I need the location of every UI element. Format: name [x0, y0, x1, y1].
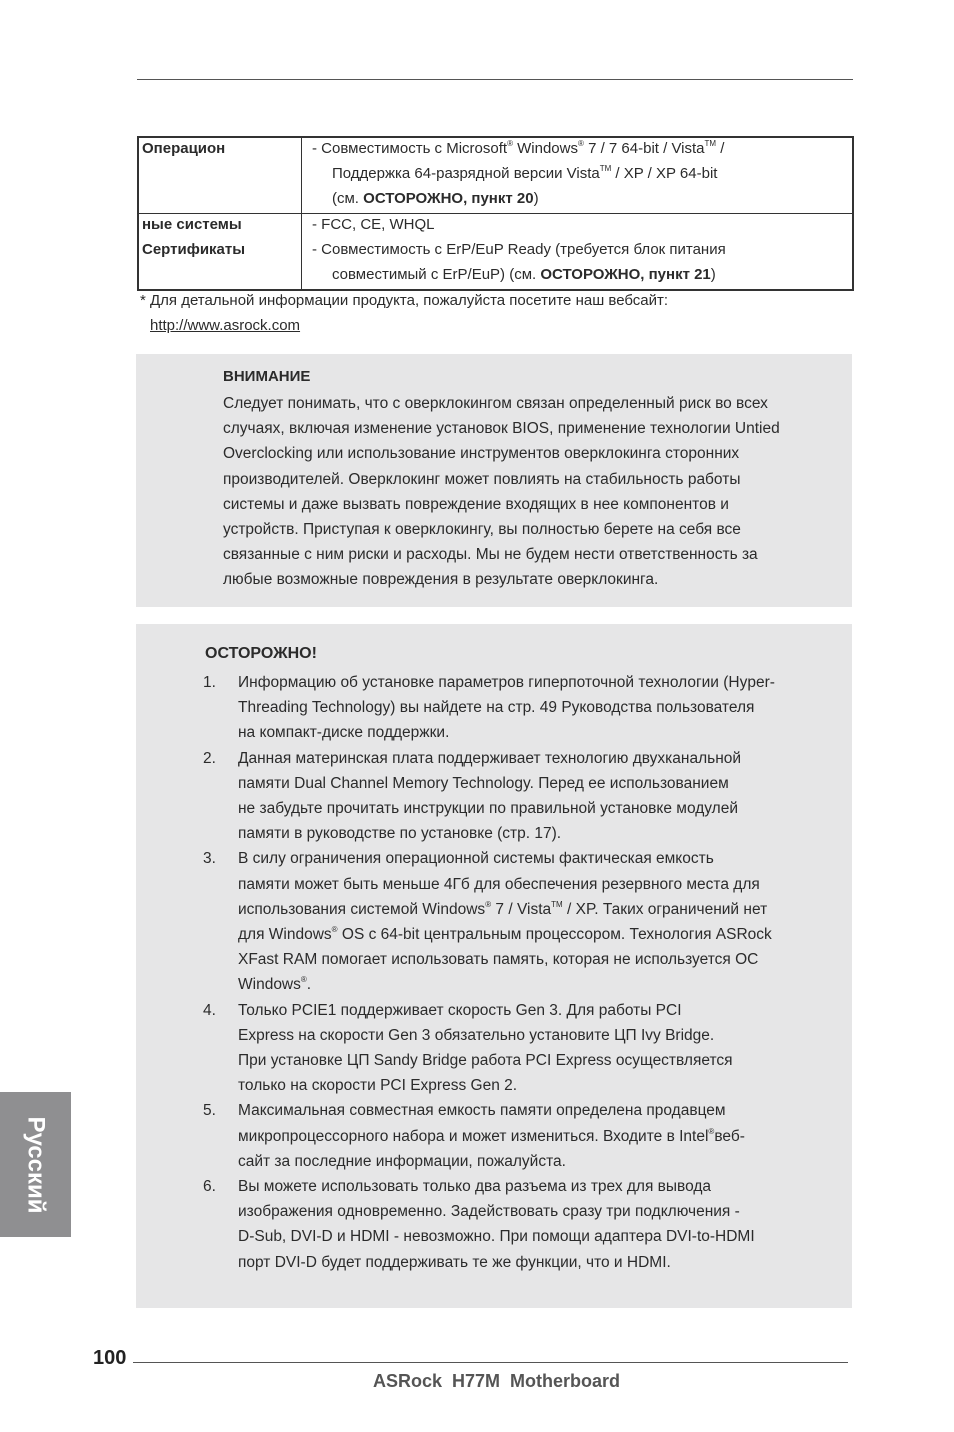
notice-line: любые возможные повреждения в результате оверклокинга. — [223, 571, 659, 589]
notice-line: случаях, включая изменение установок BIOS, применение технологии Untied — [223, 420, 780, 438]
caution-item-3: 3. В силу ограничения операционной системы фактическая емкость памяти может быть меньше 4Гб для обеспечения резервного места для использования системой Windows® 7 / Vista™ / XP. Таких ограничений нет для Windows® OS с 64-bit центральным процессором. Технология ASRock XFast RAM помогает использовать память, которая не используется ОС Windows®. — [203, 846, 828, 997]
spec-line: - FCC, CE, WHQL — [312, 216, 435, 233]
spec-line: (см. ОСТОРОЖНО, пункт 20) — [332, 190, 539, 207]
page-number: 100 — [93, 1347, 127, 1369]
notice-body — [223, 391, 843, 593]
spec-line: совместимый с ErP/EuP) (см. ОСТОРОЖНО, пункт 21) — [332, 266, 716, 283]
notice-line: устройств. Приступая к оверклокингу, вы полностью берете на себя все — [223, 521, 741, 539]
footnote-text: * Для детальной информации продукта, пожалуйста посетите наш вебсайт: — [140, 292, 669, 309]
spec-line: Поддержка 64-разрядной версии Vista™ / XP / XP 64-bit — [332, 164, 718, 182]
caution-item-4: 4. Только PCIE1 поддерживает скорость Gen 3. Для работы PCI Express на скорости Gen 3 обязательно установите ЦП Ivy Bridge. При установке ЦП Sandy Bridge работа PCI Express осуществляется только на скорости PCI Express Gen 2. — [203, 998, 828, 1099]
spec-value-certs — [302, 214, 854, 291]
item-number: 6. — [203, 1178, 216, 1196]
website-link[interactable]: http://www.asrock.com — [150, 317, 301, 334]
spec-label-os: Операцион — [138, 137, 302, 214]
notice-line: связанные с ним риски и расходы. Мы не будем нести ответственность за — [223, 546, 758, 564]
item-number: 4. — [203, 1001, 216, 1019]
spec-table — [137, 136, 854, 291]
notice-title: ВНИМАНИЕ — [223, 368, 311, 385]
caution-item-1: 1. Информацию об установке параметров гиперпоточной технологии (Hyper- Threading Technology) вы найдете на стр. 49 Руководства пользователя на компакт-диске поддержки. — [203, 670, 828, 746]
notice-line: Overclocking или использование инструментов оверклокинга сторонних — [223, 445, 740, 463]
item-number: 1. — [203, 674, 216, 691]
footer-rule — [133, 1362, 848, 1363]
language-label: Русский — [22, 1116, 50, 1213]
caution-box — [136, 624, 852, 1308]
footer-brand: ASRock H77M Motherboard — [373, 1371, 621, 1391]
language-side-tab — [0, 1092, 71, 1237]
caution-item-6: 6. Вы можете использовать только два разъема из трех для вывода изображения одновременно. Задействовать сразу три подключения - D-Sub, DVI-D и HDMI - невозможно. При помощи адаптера DVI-to-HDMI порт DVI-D будет поддерживать те же функции, что и HDMI. — [203, 1174, 828, 1275]
spec-row-os — [138, 137, 853, 214]
spec-row-certs — [138, 214, 853, 291]
caution-item-5: 5. Максимальная совместная емкость памяти определена продавцем микропроцессорного набора и может измениться. Входите в Intel®веб- сайт за последние информации, пожалуйста. — [203, 1098, 828, 1174]
spec-line: - Совместимость с Microsoft® Windows® 7 / 7 64-bit / Vista™ / — [312, 139, 725, 157]
item-number: 3. — [203, 850, 216, 868]
item-number: 2. — [203, 749, 216, 767]
item-number: 5. — [203, 1102, 216, 1120]
caution-title: ОСТОРОЖНО! — [205, 645, 317, 662]
notice-box — [136, 354, 852, 607]
spec-label-certs: ные системы Сертификаты — [138, 214, 302, 291]
caution-list — [203, 670, 828, 1275]
footnote — [140, 288, 668, 338]
caution-item-2: 2. Данная материнская плата поддерживает технологию двухканальной памяти Dual Channel Memory Technology. Перед ее использованием не забудьте прочитать инструкции по правильной установке модулей памяти в руководстве по установке (стр. 17). — [203, 746, 828, 847]
notice-line: производителей. Оверклокинг может повлиять на стабильность работы — [223, 470, 741, 488]
spec-line: - Совместимость с ErP/EuP Ready (требуется блок питания — [312, 241, 726, 258]
spec-value-os — [302, 137, 854, 214]
header-rule — [137, 79, 853, 80]
notice-line: Следует понимать, что с оверклокингом связан определенный риск во всех — [223, 395, 768, 412]
notice-line: системы и даже вызвать повреждение входящих в нее компонентов и — [223, 495, 729, 513]
